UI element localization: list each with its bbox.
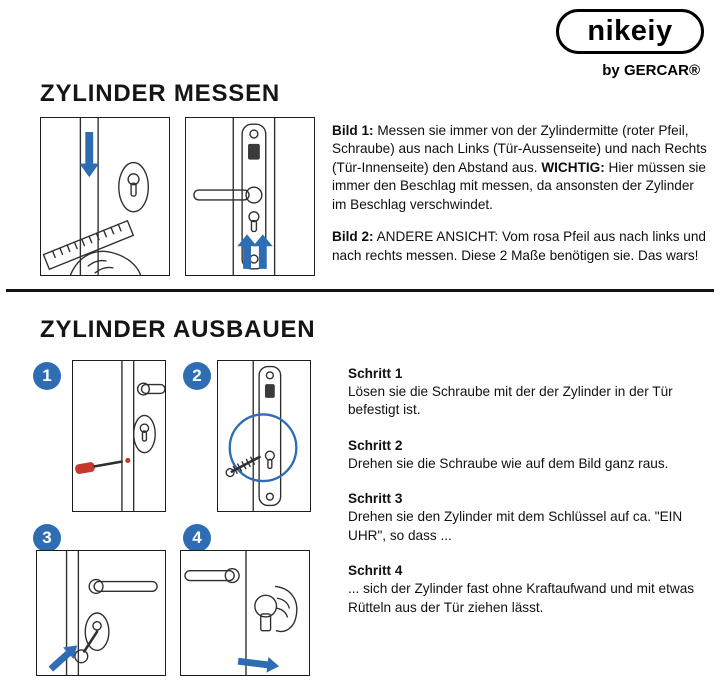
step4-illustration [181,551,309,675]
step1-illustration [73,361,165,511]
bild1-text-a: Messen sie immer von der Zylindermitte (roter Pfeil, Schraube) aus nach Links (Tür-Aussenseite) und nach Rechts (Tür-Innenseite) den Abstand aus. [332,123,707,175]
step-3 [348,491,704,545]
step-2-label: Schritt 2 [348,437,403,453]
latch-icon [248,144,260,160]
cylinder-rosette-icon [119,163,149,212]
bild1-paragraph [332,122,710,214]
step-badge-3: 3 [33,524,61,552]
measure-text-column [332,122,710,265]
bild1-wichtig-label: WICHTIG: [541,159,605,175]
step-2-text: Drehen sie die Schraube wie auf dem Bild ganz raus. [348,455,669,471]
screwdriver-icon [74,457,122,475]
measure-illustration-front-box [40,117,170,276]
step-1-label: Schritt 1 [348,366,403,381]
measure-illustration-side-box [185,117,315,276]
step2-illustration [218,361,310,511]
step4-illustration-box [180,550,310,676]
up-arrow-icon [253,234,273,268]
section-title-messen: ZYLINDER MESSEN [40,80,281,107]
measure-side-illustration [186,118,314,275]
step-4-label: Schritt 4 [348,563,403,579]
door-handle-icon [194,190,249,200]
brand-byline: by GERCAR® [602,62,700,79]
bild2-label: Bild 2: [332,229,374,245]
steps-text-column [348,366,704,635]
step-1 [348,366,704,420]
cylinder-rosette-icon [134,415,156,452]
latch-icon [265,384,275,398]
step3-illustration [37,551,165,675]
section-divider [6,289,714,292]
bild2-paragraph [332,228,710,265]
down-arrow-icon [79,132,99,177]
measure-front-illustration [41,118,169,275]
up-arrow-icon [237,234,257,268]
step-badge-4: 4 [183,524,211,552]
brand-logo [556,9,704,54]
step2-illustration-box [217,360,311,512]
door-handle-icon [142,385,165,394]
step-3-label: Schritt 3 [348,491,403,507]
bild2-text: ANDERE ANSICHT: Vom rosa Pfeil aus nach links und nach rechts messen. Diese 2 Maße benötigen sie. Das wars! [332,229,706,263]
bild1-label: Bild 1: [332,123,374,138]
screw-icon [125,458,130,463]
step-2 [348,438,704,473]
right-arrow-icon [237,653,280,674]
step-badge-1: 1 [33,362,61,390]
up-right-arrow-icon [46,640,83,675]
step-4 [348,563,704,617]
step-4-text: ... sich der Zylinder fast ohne Kraftaufwand und mit etwas Rütteln aus der Tür ziehen lässt. [348,581,695,615]
section-title-ausbauen: ZYLINDER AUSBAUEN [40,316,316,343]
step-3-text: Drehen sie den Zylinder mit dem Schlüssel auf ca. "EIN UHR", so dass ... [348,509,683,543]
highlight-circle-icon [230,414,297,481]
step1-illustration-box [72,360,166,512]
step-badge-2: 2 [183,362,211,390]
step3-illustration-box [36,550,166,676]
ruler-icon [43,221,133,270]
brand-logo-text: nikeiy [587,15,673,47]
bild1-text-b: Hier müssen sie immer den Beschlag mit messen, da ansonsten der Zylinder im Beschlag verschwindet. [332,159,706,212]
step-1-text: Lösen sie die Schraube mit der der Zylinder in der Tür befestigt ist. [348,384,673,418]
